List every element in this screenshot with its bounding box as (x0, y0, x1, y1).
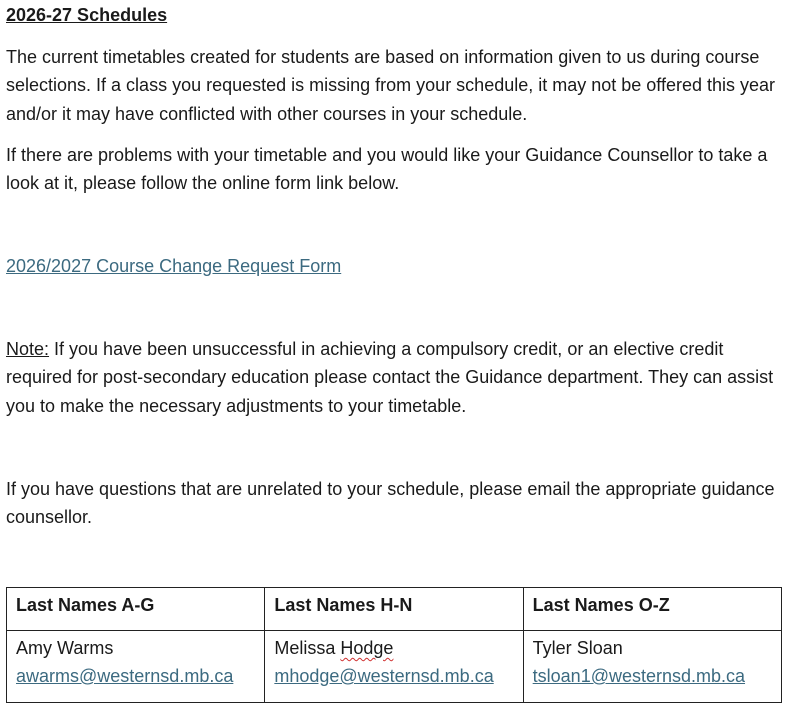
questions-paragraph: If you have questions that are unrelated to your schedule, please email the appropriate guidance counsellor. (6, 479, 775, 528)
table-row (7, 631, 782, 703)
table-header-row (7, 588, 782, 631)
table-header-cell: Last Names O-Z (523, 588, 781, 631)
note-text: If you have been unsuccessful in achieving a compulsory credit, or an elective credit required for post-secondary education please contact the Guidance department. They can assist you to make the necessary adjustments to your timetable. (6, 339, 774, 416)
spellcheck-underline: Hodge (340, 638, 394, 658)
intro-paragraph: The current timetables created for students are based on information given to us during course selections. If a class you requested is missing from your schedule, it may not be offered this year and/or it may have conflicted with other courses in your schedule. (6, 47, 776, 124)
note-paragraph (6, 335, 784, 420)
counsellor-email-link[interactable]: tsloan1@westernsd.mb.ca (532, 666, 746, 686)
counsellor-email-link[interactable]: awarms@westernsd.mb.ca (16, 666, 234, 686)
counsellor-cell (7, 631, 265, 703)
table-header-cell: Last Names H-N (265, 588, 523, 631)
counsellor-name: Amy Warms (16, 638, 114, 658)
counsellor-name: Melissa Hodge (274, 638, 394, 658)
page-title: 2026-27 Schedules (6, 5, 168, 25)
counsellor-cell (265, 631, 523, 703)
counsellor-email-link[interactable]: mhodge@westernsd.mb.ca (274, 666, 494, 686)
note-label: Note: (6, 339, 50, 359)
table-header-cell: Last Names A-G (7, 588, 265, 631)
counsellor-cell (523, 631, 781, 703)
counsellor-table (6, 587, 782, 703)
course-change-form-link[interactable]: 2026/2027 Course Change Request Form (6, 256, 342, 276)
problems-paragraph: If there are problems with your timetable and you would like your Guidance Counsellor to take a look at it, please follow the online form link below. (6, 145, 768, 194)
counsellor-name: Tyler Sloan (532, 638, 623, 658)
